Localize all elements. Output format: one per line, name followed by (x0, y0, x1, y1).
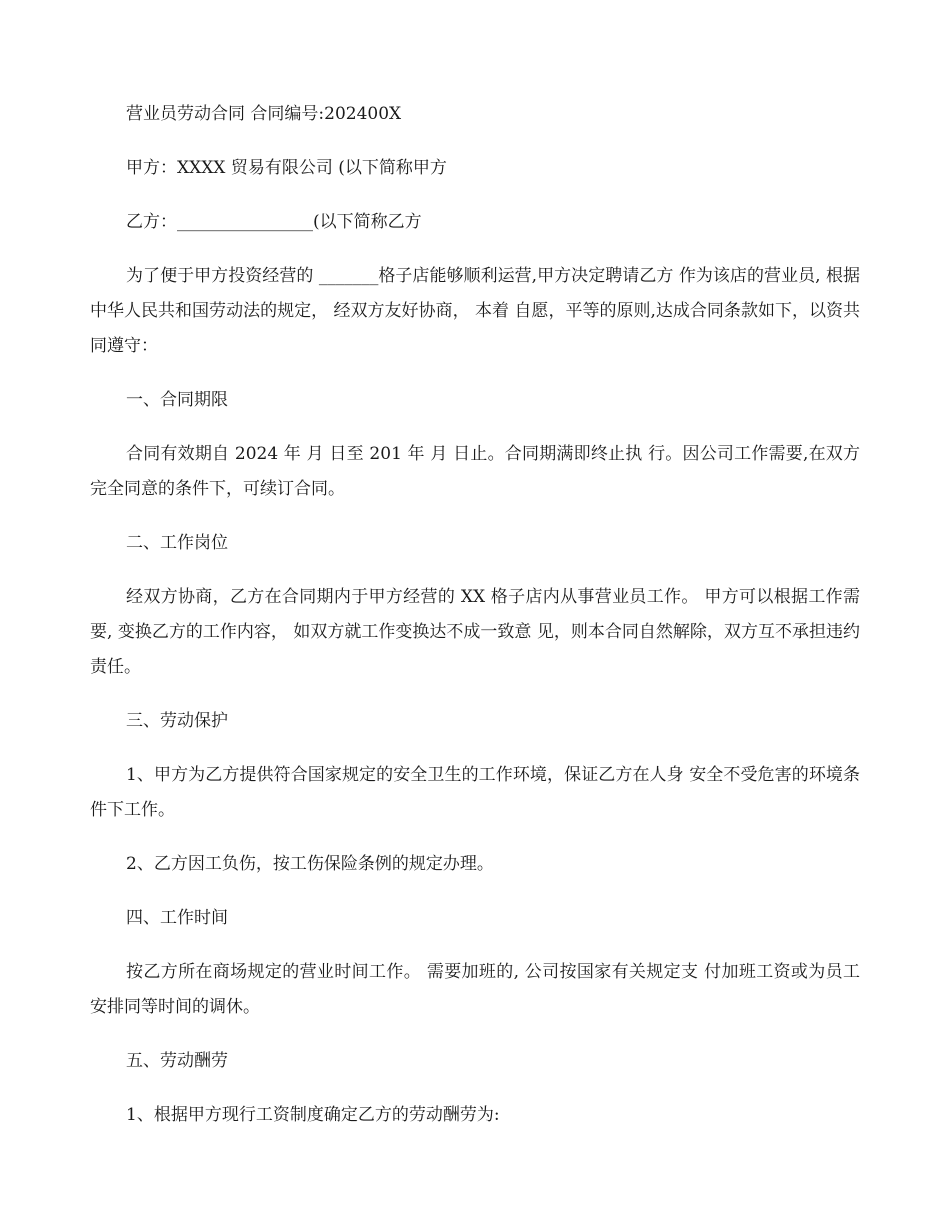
party-b-line: 乙方：________________(以下简称乙方 (126, 212, 422, 232)
section-heading-term: 一、合同期限 (126, 390, 228, 410)
preamble-paragraph: 为了便于甲方投资经营的 _______格子店能够顺利运营,甲方决定聘请乙方 作为该店的营业员, 根据中华人民共和国劳动法的规定， 经双方友好协商， 本着 自愿，平等的原则,达成合同条款如下，以资共同遵守： (90, 266, 860, 356)
pay-item-1: 1、根据甲方现行工资制度确定乙方的劳动酬劳为: (126, 1105, 500, 1125)
section-heading-hours: 四、工作时间 (126, 908, 228, 928)
protection-item-1: 1、甲方为乙方提供符合国家规定的安全卫生的工作环境，保证乙方在人身 安全不受危害的环境条件下工作。 (90, 765, 860, 820)
term-paragraph: 合同有效期自 2024 年 月 日至 201 年 月 日止。合同期满即终止执 行。因公司工作需要,在双方完全同意的条件下，可续订合同。 (90, 444, 860, 499)
protection-item-2: 2、乙方因工负伤，按工伤保险条例的规定办理。 (126, 854, 494, 874)
section-heading-position: 二、工作岗位 (126, 533, 228, 553)
contract-title-line: 营业员劳动合同 合同编号:202400X (126, 104, 402, 124)
document-body (90, 97, 860, 1152)
hours-paragraph: 按乙方所在商场规定的营业时间工作。 需要加班的, 公司按国家有关规定支 付加班工资或为员工安排同等时间的调休。 (90, 962, 860, 1017)
section-heading-protection: 三、劳动保护 (126, 711, 228, 731)
section-heading-pay: 五、劳动酬劳 (126, 1051, 228, 1071)
position-paragraph: 经双方协商，乙方在合同期内于甲方经营的 XX 格子店内从事营业员工作。 甲方可以根据工作需要, 变换乙方的工作内容， 如双方就工作变换达不成一致意 见，则本合同自然解除，双方互不承担违约责任。 (90, 587, 860, 677)
party-a-line: 甲方：XXXX 贸易有限公司 (以下简称甲方 (126, 158, 447, 178)
